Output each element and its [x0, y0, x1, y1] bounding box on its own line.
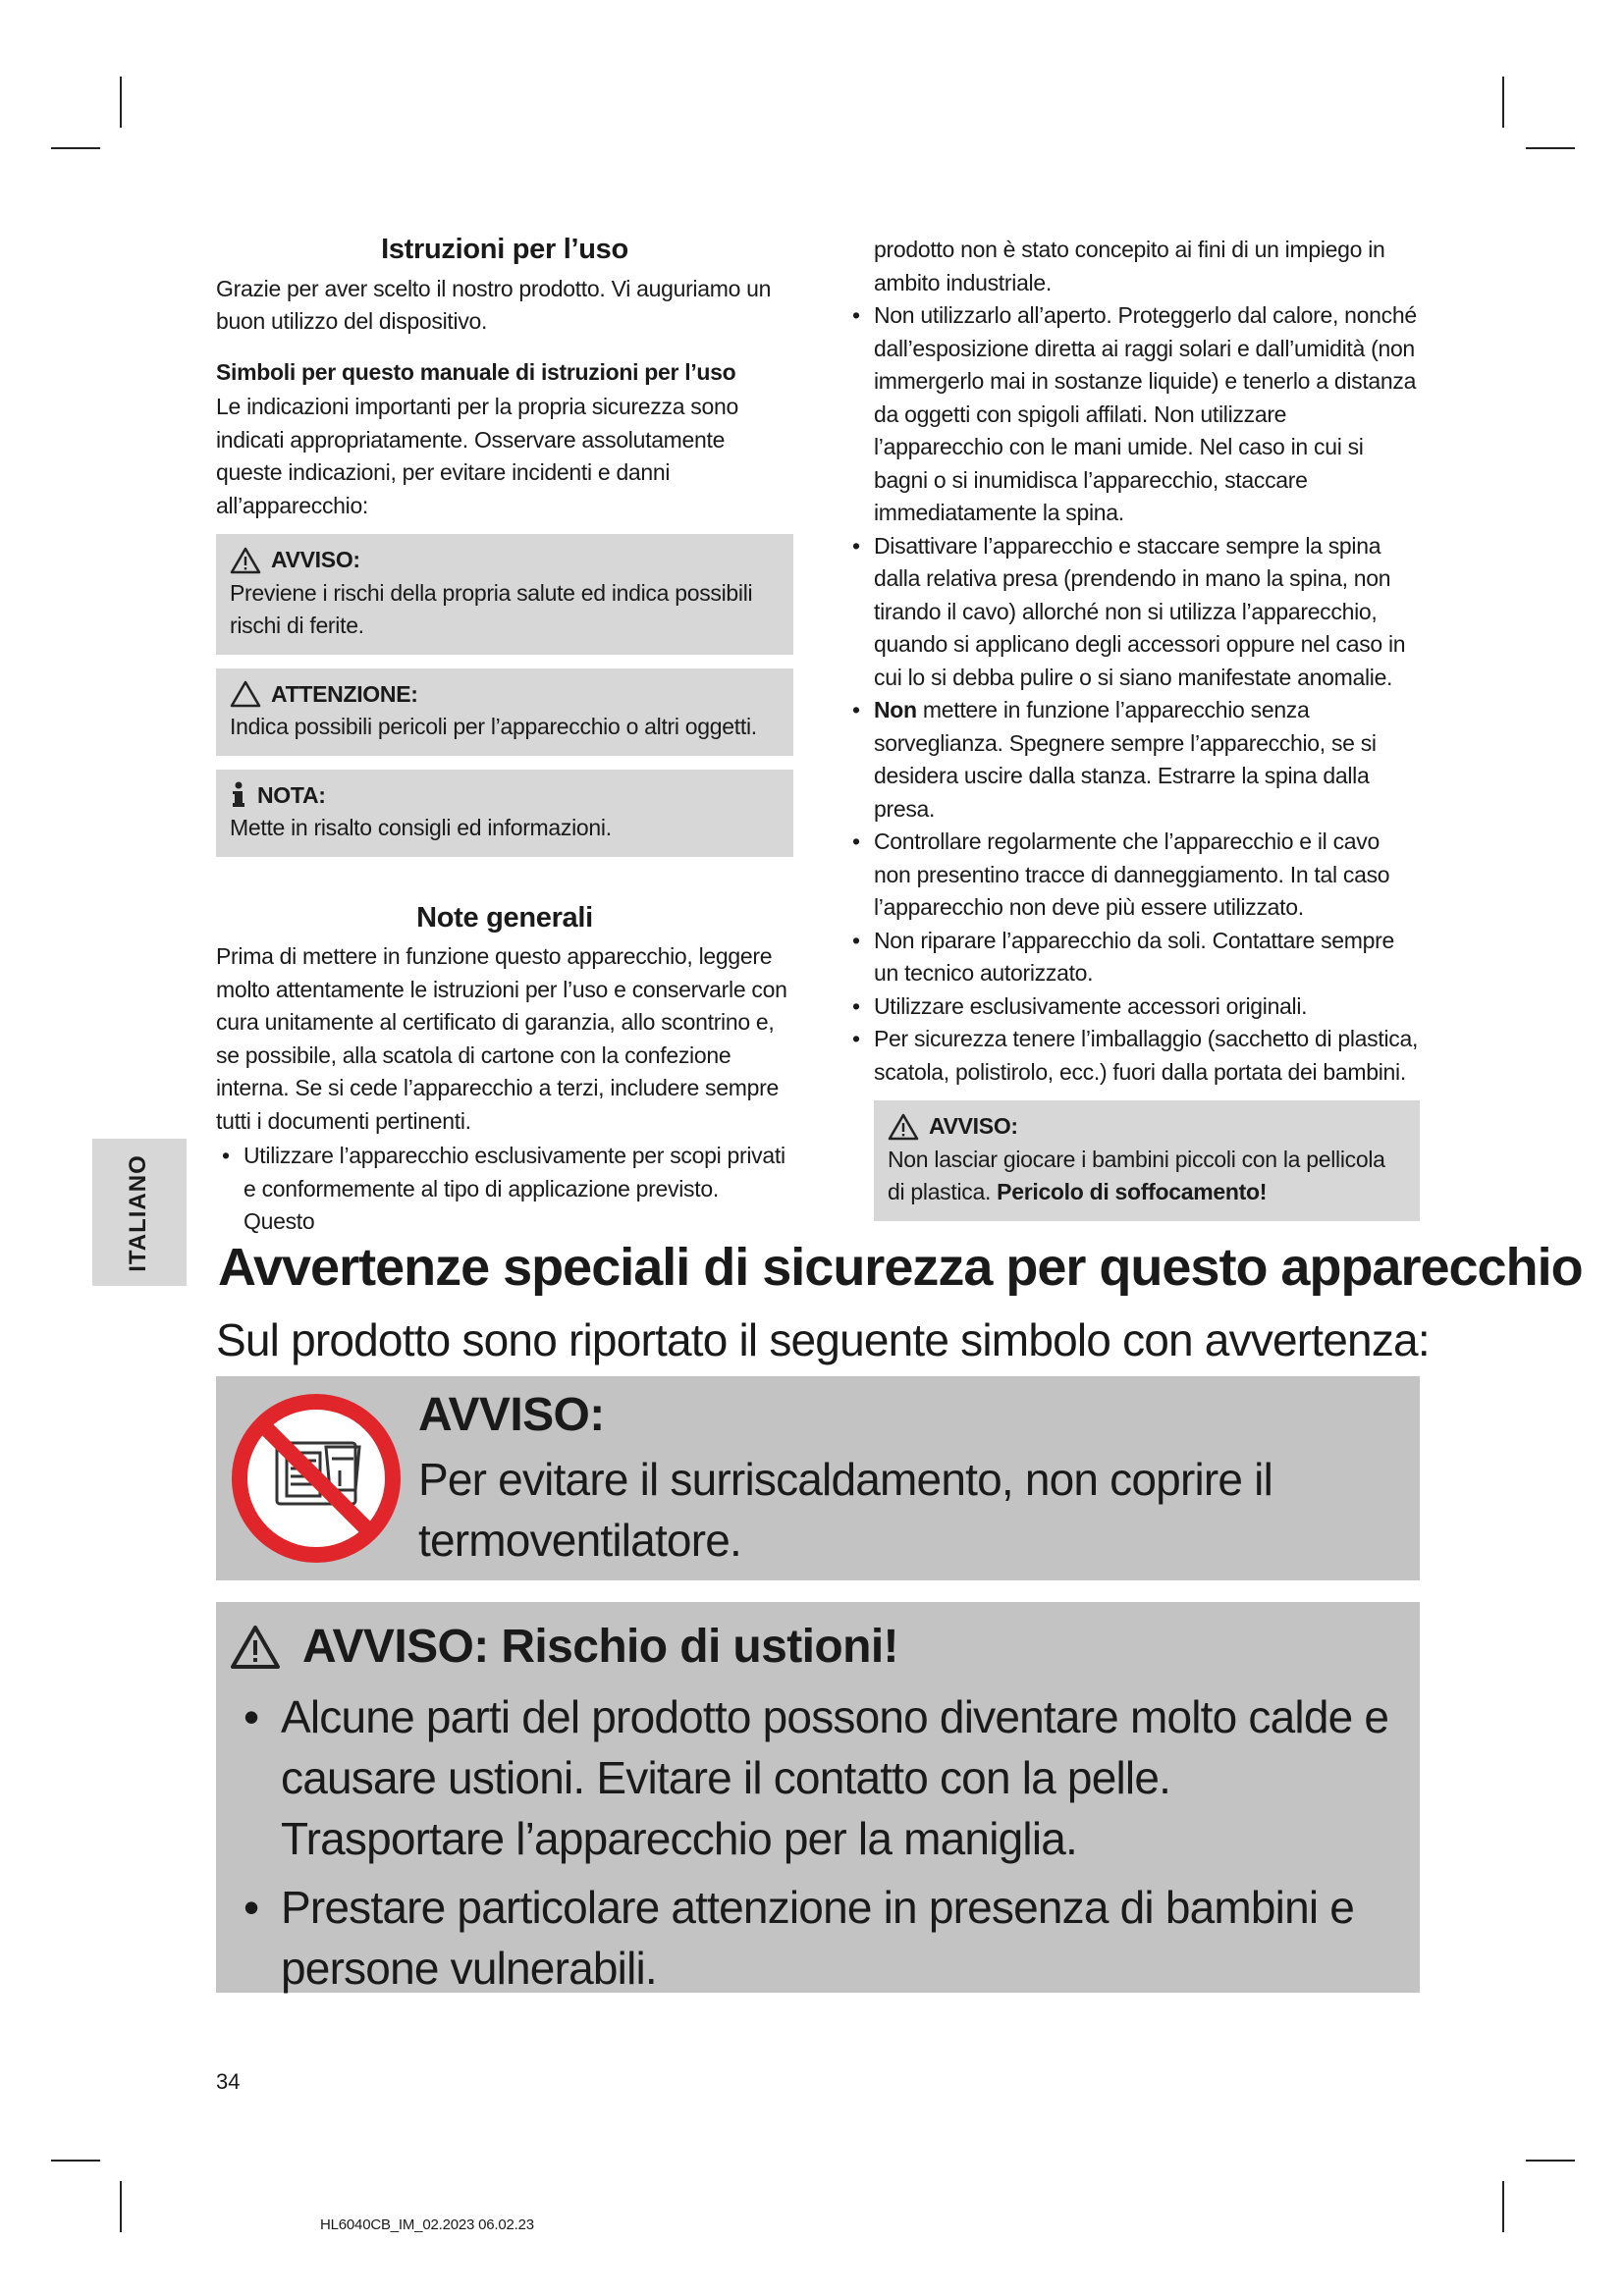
crop-mark [51, 2160, 100, 2162]
language-tab-label: ITALIANO [125, 1154, 152, 1272]
crop-mark [1502, 77, 1504, 128]
avviso-title: AVVISO: [230, 544, 780, 577]
intro-text: Grazie per aver scelto il nostro prodotto. Vi auguriamo un buon utilizzo del dispositivo. [216, 275, 772, 334]
burn-warning-title: AVVISO: Rischio di ustioni! [230, 1620, 898, 1674]
general-notes-title: Note generali [416, 901, 593, 934]
warning-triangle-icon [888, 1113, 919, 1141]
cover-warning-title: AVVISO: [418, 1389, 605, 1441]
warning-triangle-icon [230, 1625, 281, 1670]
list-item: • Non riparare l’apparecchio da soli. Contattare sempre un tecnico autorizzato. [846, 925, 1420, 990]
special-safety-subtitle: Sul prodotto sono riportato il seguente simbolo con avvertenza: [216, 1314, 1430, 1365]
list-item: • Alcune parti del prodotto possono diventare molto calde e causare ustioni. Evitare il contatto con la pelle. Trasportare l’apparecchio per la maniglia. [230, 1686, 1404, 1869]
burn-warning-box [216, 1602, 1420, 1993]
list-item: • Non mettere in funzione l’apparecchio senza sorveglianza. Spegnere sempre l’apparecchio, se si desidera uscire dalla stanza. Estrarre la spina dalla presa. [846, 694, 1420, 826]
special-safety-title: Avvertenze speciali di sicurezza per questo apparecchio [218, 1238, 1583, 1297]
avviso-text: Previene i rischi della propria salute ed indica possibili rischi di ferite. [230, 579, 753, 638]
list-item: • Utilizzare l’apparecchio esclusivamente per scopi privati e conformemente al tipo di applicazione previsto. Questo [216, 1140, 793, 1239]
symbols-heading: Simboli per questo manuale di istruzioni per l’uso [216, 358, 736, 385]
continuation-text: prodotto non è stato concepito ai fini di un impiego in ambito industriale. [874, 237, 1385, 295]
avviso-box [216, 534, 793, 655]
nota-title: NOTA: [230, 779, 780, 813]
cover-warning-box [216, 1376, 1420, 1580]
general-bullets [216, 1140, 793, 1239]
symbols-text: Le indicazioni importanti per la propria sicurezza sono indicati appropriatamente. Osservare assolutamente queste indicazioni, per evitare incidenti e danni all’apparecchio: [216, 394, 738, 518]
safety-bullets [846, 299, 1420, 1089]
footer-code: HL6040CB_IM_02.2023 06.02.23 [320, 2216, 534, 2233]
attenzione-text: Indica possibili pericoli per l’apparecchio o altri oggetti. [230, 714, 757, 739]
left-column [216, 234, 793, 1239]
crop-mark [120, 2181, 122, 2232]
crop-mark [1526, 147, 1575, 149]
cover-warning-text: Per evitare il surriscaldamento, non coprire il termoventilatore. [418, 1454, 1273, 1566]
general-notes-text: Prima di mettere in funzione questo apparecchio, leggere molto attentamente le istruzioni per l’uso e conservarle con cura unitamente al certificato di garanzia, allo scontrino e, se possibile, alla scatola di cartone con la confezione interna. Se si cede l’apparecchio a terzi, includere sempre tutti i documenti pertinenti. [216, 943, 787, 1134]
list-item: • Utilizzare esclusivamente accessori originali. [846, 990, 1420, 1024]
right-column [846, 234, 1420, 1221]
avviso-children-text: Non lasciar giocare i bambini piccoli con la pellicola di plastica. Pericolo di soffocamento! [888, 1146, 1385, 1204]
burn-warning-bullets [230, 1686, 1404, 2006]
list-item: • Non utilizzarlo all’aperto. Proteggerlo dal calore, nonché dall’esposizione diretta ai raggi solari e dall’umidità (non immergerlo mai in sostanze liquide) e tenerlo a distanza da oggetti con spigoli affilati. Non utilizzare l’apparecchio con le mani umide. Nel caso in cui si bagni o si inumidisca l’apparecchio, staccare immediatamente la spina. [846, 299, 1420, 530]
crop-mark [120, 77, 122, 128]
caution-triangle-icon [230, 680, 261, 708]
page-number: 34 [216, 2069, 241, 2094]
info-icon [230, 781, 247, 809]
crop-mark [51, 147, 100, 149]
attenzione-box [216, 668, 793, 756]
list-item: • Disattivare l’apparecchio e staccare sempre la spina dalla relativa presa (prendendo in mano la spina, non tirando il cavo) allorché non si utilizza l’apparecchio, quando si applicano degli accessori oppure nel caso in cui lo si debba pulire o si siano manifestate anomalie. [846, 530, 1420, 695]
nota-text: Mette in risalto consigli ed informazioni. [230, 815, 612, 840]
crop-mark [1502, 2181, 1504, 2232]
list-item: • Prestare particolare attenzione in presenza di bambini e persone vulnerabili. [230, 1877, 1404, 1999]
avviso-children-title: AVVISO: [888, 1110, 1406, 1144]
do-not-cover-icon [230, 1392, 403, 1565]
list-item: • Per sicurezza tenere l’imballaggio (sacchetto di plastica, scatola, polistirolo, ecc.) fuori dalla portata dei bambini. [846, 1023, 1420, 1089]
attenzione-title: ATTENZIONE: [230, 678, 780, 712]
list-item: • Controllare regolarmente che l’apparecchio e il cavo non presentino tracce di danneggiamento. In tal caso l’apparecchio non deve più essere utilizzato. [846, 826, 1420, 925]
warning-triangle-icon [230, 547, 261, 574]
crop-mark [1526, 2160, 1575, 2162]
nota-box [216, 770, 793, 857]
avviso-children-box [874, 1100, 1420, 1221]
instructions-title: Istruzioni per l’uso [381, 234, 628, 265]
